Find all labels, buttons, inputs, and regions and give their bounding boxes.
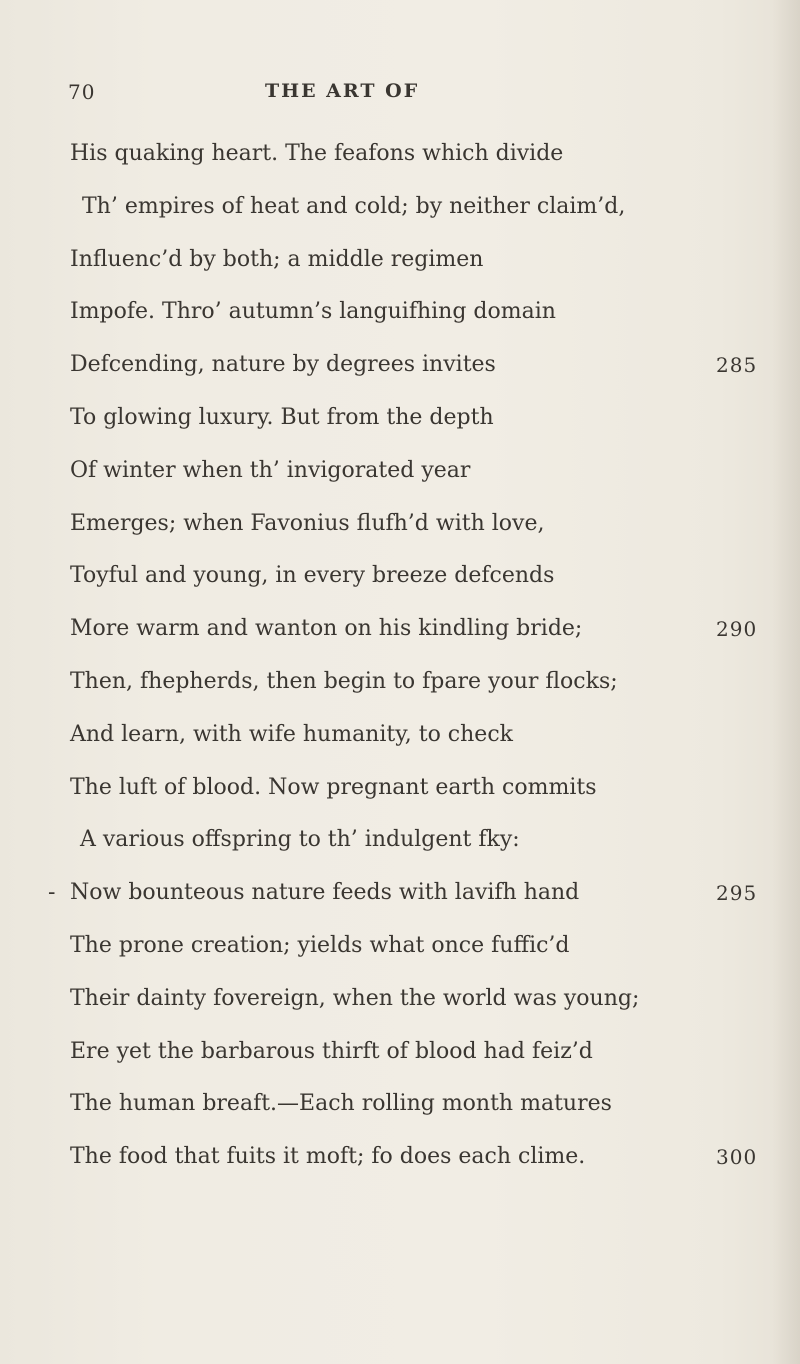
verse-text: Ere yet the barbarous thirft of blood had feiz’d bbox=[70, 1038, 593, 1064]
verse-text: More warm and wanton on his kindling bride; bbox=[70, 616, 583, 642]
verse-text: The human breaft.—Each rolling month matures bbox=[70, 1091, 612, 1117]
poem-text bbox=[48, 128, 770, 1184]
verse-text: Emerges; when Favonius flufh’d with love, bbox=[70, 510, 545, 536]
line-number: 285 bbox=[716, 353, 758, 378]
verse-text: Their dainty fovereign, when the world was young; bbox=[70, 985, 640, 1011]
verse-text: Impofe. Thro’ autumn’s languifhing domain bbox=[70, 299, 556, 325]
verse-line bbox=[70, 286, 770, 339]
verse-line bbox=[70, 973, 770, 1026]
page-edge-shadow bbox=[772, 0, 800, 1364]
verse-line bbox=[70, 392, 770, 445]
verse-line bbox=[70, 762, 770, 815]
verse-text: And learn, with wife humanity, to check bbox=[70, 721, 513, 747]
verse-text: Influenc’d by both; a middle regimen bbox=[70, 246, 484, 272]
line-number: 295 bbox=[716, 881, 758, 906]
verse-text: Defcending, nature by degrees invites bbox=[70, 352, 496, 378]
verse-line bbox=[70, 498, 770, 551]
verse-line bbox=[70, 1078, 770, 1131]
verse-text: His quaking heart. The feafons which divide bbox=[70, 141, 564, 166]
running-head bbox=[68, 80, 668, 110]
verse-line bbox=[70, 550, 770, 603]
verse-text: The luft of blood. Now pregnant earth commits bbox=[70, 774, 597, 800]
line-number: 300 bbox=[716, 1145, 758, 1170]
verse-line bbox=[70, 656, 770, 709]
verse-text: A various offspring to th’ indulgent fky: bbox=[80, 827, 520, 853]
verse-text: The prone creation; yields what once fuffic’d bbox=[70, 932, 570, 958]
verse-line bbox=[70, 128, 770, 181]
verse-line bbox=[70, 709, 770, 762]
verse-line bbox=[70, 603, 770, 656]
verse-line bbox=[70, 234, 770, 287]
verse-line bbox=[70, 181, 770, 234]
verse-text: Then, fhepherds, then begin to fpare your flocks; bbox=[70, 668, 618, 694]
verse-text: Now bounteous nature feeds with lavifh hand bbox=[70, 880, 580, 906]
verse-text: Toyful and young, in every breeze defcends bbox=[70, 563, 555, 589]
line-number: 290 bbox=[716, 617, 758, 642]
verse-line bbox=[70, 920, 770, 973]
margin-mark: - bbox=[48, 880, 56, 906]
verse-text: Th’ empires of heat and cold; by neither claim’d, bbox=[82, 193, 626, 219]
verse-line bbox=[70, 1131, 770, 1184]
verse-text: The food that fuits it moft; fo does each clime. bbox=[70, 1144, 586, 1170]
verse-line bbox=[70, 339, 770, 392]
verse-text: To glowing luxury. But from the depth bbox=[70, 404, 494, 430]
verse-line bbox=[48, 867, 770, 920]
verse-line bbox=[70, 814, 770, 867]
verse-text: Of winter when th’ invigorated year bbox=[70, 457, 471, 483]
verse-line bbox=[70, 1026, 770, 1079]
verse-line bbox=[70, 445, 770, 498]
running-title: THE ART OF bbox=[265, 80, 420, 102]
page-number: 70 bbox=[68, 80, 96, 104]
